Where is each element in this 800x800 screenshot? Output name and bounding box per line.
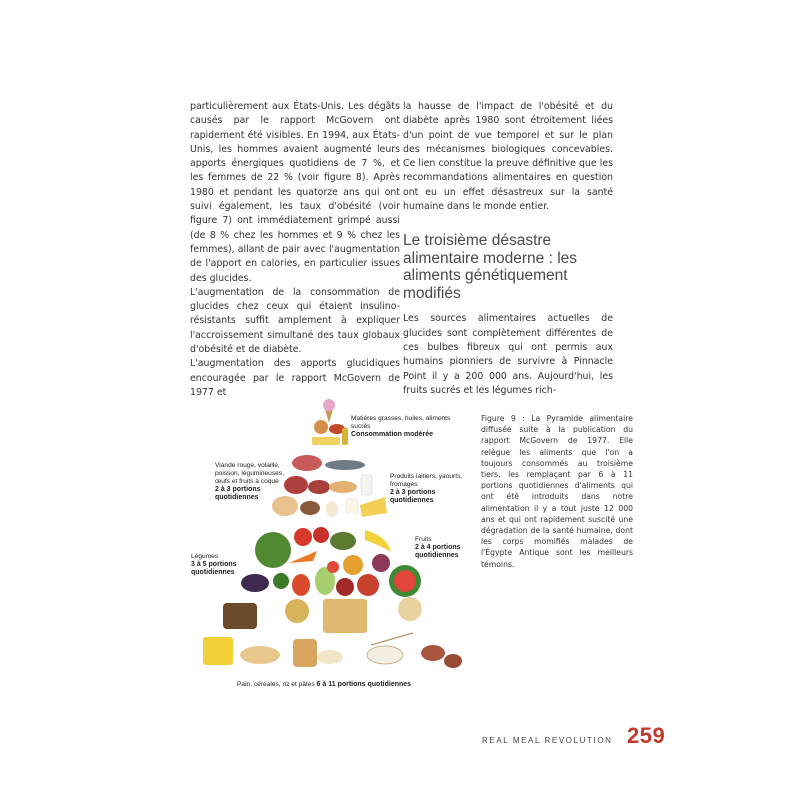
grape-icon (372, 554, 390, 572)
pyramid-label-meat: Viande rouge, volaille, poisson, légumineuses, œufs et fruits à coque 2 à 3 portions quotidiennes (215, 462, 284, 501)
ham-icon (292, 455, 322, 471)
cereal-bowl-icon (285, 599, 309, 623)
steak-icon (284, 476, 308, 494)
strawberry-icon (327, 561, 339, 573)
pomegranate-icon (357, 574, 379, 596)
tomato-icon (294, 528, 312, 546)
tomato-icon (313, 527, 329, 543)
figure-caption: Figure 9 : La Pyramide alimentaire diffusée suite à la publication du rapport McGovern de 1977. Elle relègue les aliments que l'on a toujours consommés au troisième tiers, les remplaçant par 6 à 11 portions quotidiennes d'aliments qui ont été introduits dans notre alimentation il y a tout juste 12 000 ans et qui ont rapidement suscité une dégradation de la santé humaine, dont les corps momifiés malades de l'Égypte Antique sont les meilleurs témoins. (481, 414, 633, 569)
grain-tier (203, 597, 462, 668)
page-number: 259 (627, 723, 666, 748)
ice-cream-icon (323, 399, 335, 423)
orange-icon (343, 555, 363, 575)
carrot-icon (289, 551, 317, 563)
fruit-tier (327, 530, 421, 597)
rice-bowl-icon (367, 646, 403, 664)
pyramid-label-dairy: Produits laitiers, yaourts, fromages 2 à 3 portions quotidiennes (390, 473, 463, 504)
pasta-icon (203, 637, 233, 665)
section-heading: Le troisième désastre alimentaire moderne : les aliments génétiquement modifiés (403, 232, 578, 302)
milk-icon (361, 475, 372, 495)
crackers-icon (317, 650, 343, 664)
fish-icon (325, 460, 365, 470)
potato-icon (421, 645, 445, 661)
bread-icon (223, 603, 257, 629)
cheese-icon (360, 497, 387, 517)
pepper-icon (292, 574, 310, 596)
paragraph: particulièrement aux États-Unis. Les dégâts causés par le rapport McGovern ont rapidement été visibles. En 1994, aux États-Unis, les hommes avaient augmenté leurs apports énergiques quotidiens de 7 %, et les femmes de 22 % (voir figure 8). Après 1980 et pendant les quatorze ans qui ont suivi également, les taux d'obésité (voir figure 7) ont immédiatement grimpé aussi (de 8 % chez les hommes et 9 % chez les femmes), allant de pair avec l'augmentation de l'apport en calories, en particulier issues des glucides. (190, 101, 400, 284)
shrimp-icon (329, 481, 357, 493)
food-pyramid-figure (185, 395, 475, 700)
egg-icon (326, 501, 338, 517)
oil-bottle-icon (342, 428, 348, 445)
potato-icon (444, 654, 462, 668)
broccoli-icon (273, 573, 289, 589)
paragraph: la hausse de l'impact de l'obésité et du diabète après 1980 sont étroitement liées d'un point de vue temporel et sur le plan des mécanismes biologiques concevables. Ce lien constitue la preuve définitive que les recommandations alimentaires en question ont eu un effet désastreux sur la santé humaine dans le monde entier. (403, 101, 613, 213)
butter-icon (312, 437, 340, 445)
pyramid-label-vegetables: Légumes 3 à 5 portions quotidiennes (191, 553, 237, 576)
avocado-icon (330, 532, 356, 550)
pyramid-label-fruits: Fruits 2 à 4 portions quotidiennes (415, 536, 461, 559)
bagel-icon (398, 597, 422, 621)
sausage-icon (308, 480, 330, 494)
paragraph: L'augmentation des apports glucidiques encouragée par le rapport McGovern de 1977 et (190, 358, 400, 398)
banana-icon (365, 530, 391, 552)
baguette-icon (240, 646, 280, 664)
dairy-tier (346, 475, 387, 517)
vegetable-tier (241, 527, 335, 596)
pyramid-label-fats: Matières grasses, huiles, aliments sucrés Consommation modérée (351, 415, 451, 438)
left-text-column (190, 100, 400, 400)
right-text-column (403, 100, 613, 398)
bread-icon (293, 639, 317, 667)
cabbage-icon (255, 532, 291, 568)
apple-icon (336, 578, 354, 596)
cookie-icon (314, 420, 328, 434)
paragraph: L'augmentation de la consommation de glucides chez ceux qui étaient insulino-résistants suffit amplement à expliquer l'accroissement simultané des taux globaux d'obésité et de diabète. (190, 286, 400, 356)
nuts-icon (300, 501, 320, 515)
yogurt-icon (346, 499, 358, 513)
pasta-icon (323, 599, 367, 633)
paragraph: Les sources alimentaires actuelles de glucides sont complètement différentes de ces bulbes fibreux qui ont permis aux humains pionniers de survivre à Pinnacle Point il y a 200 000 ans. Aujourd'hui, les fruits sucrés et les légumes rich- (403, 313, 613, 396)
pyramid-label-grains: Pain, céréales, riz et pâtes 6 à 11 portions quotidiennes (237, 681, 412, 688)
footer-book-title: REAL MEAL REVOLUTION (482, 736, 613, 745)
